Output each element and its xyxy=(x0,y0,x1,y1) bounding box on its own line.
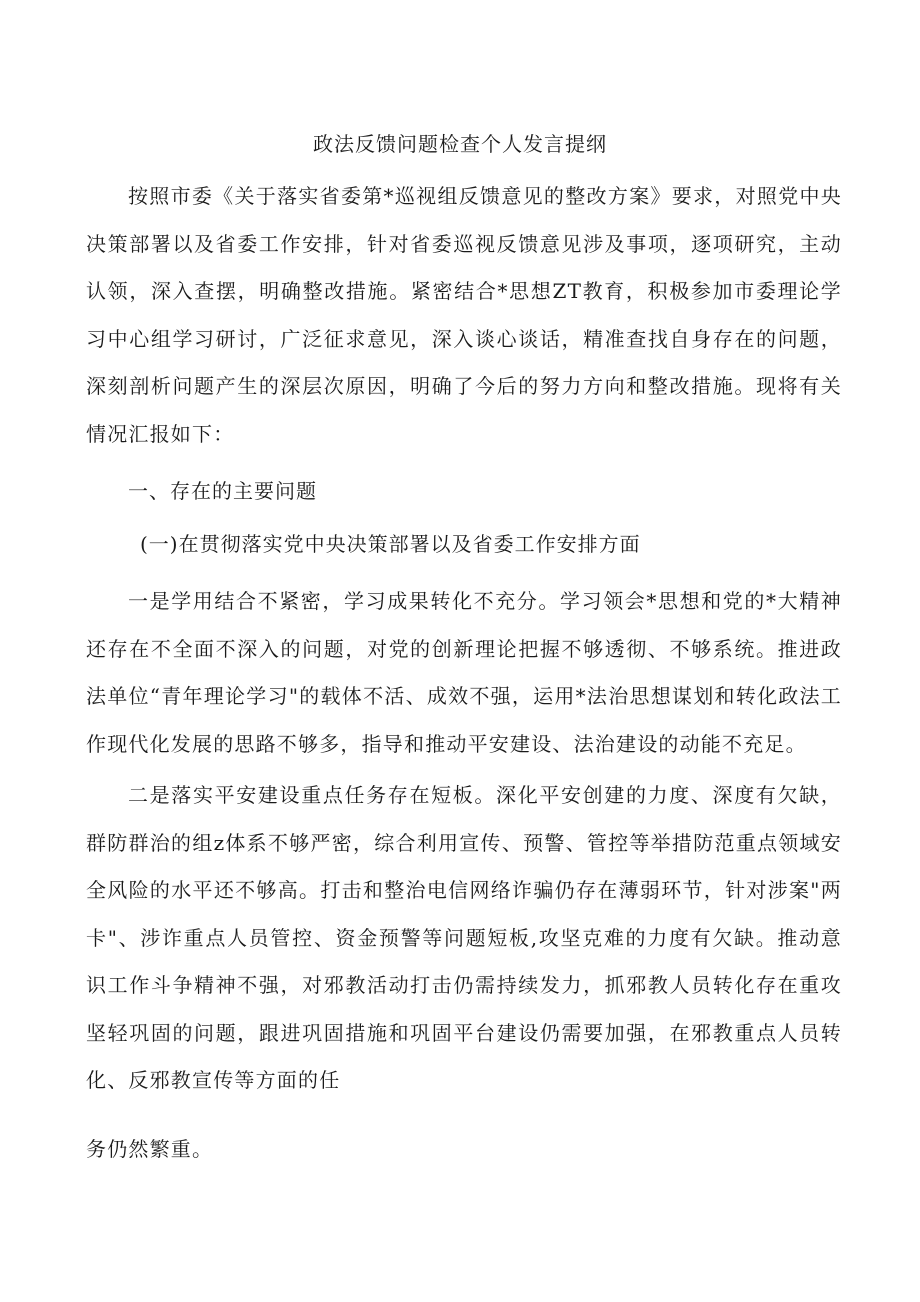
subsection-heading: (一)在贯彻落实党中央决策部署以及省委工作安排方面 xyxy=(140,532,641,556)
document-title: 政法反馈问题检查个人发言提纲 xyxy=(313,132,607,156)
point-two-paragraph: 二是落实平安建设重点任务存在短板。深化平安创建的力度、深度有欠缺，群防群治的组z体系不够严密，综合利用宣传、预警、管控等举措防范重点领域安全风险的水平还不够高。打击和整治电信网络诈骗仍存在薄弱环节，针对涉案"两卡"、涉诈重点人员管控、资金预警等问题短板,攻坚克难的力度有欠缺。推动意识工作斗争精神不强，对邪教活动打击仍需持续发力，抓邪教人员转化存在重攻坚轻巩固的问题，跟进巩固措施和巩固平台建设仍需要加强，在邪教重点人员转化、反邪教宣传等方面的任 xyxy=(86,783,842,1092)
point-one-paragraph: 一是学用结合不紧密，学习成果转化不充分。学习领会*思想和党的*大精神还存在不全面不深入的问题，对党的创新理论把握不够透彻、不够系统。推进政法单位“青年理论学习"的载体不活、成效不强，运用*法治思想谋划和转化政法工作现代化发展的思路不够多，指导和推动平安建设、法治建设的动能不充足。 xyxy=(86,589,842,756)
point-two-tail: 务仍然繁重。 xyxy=(86,1137,214,1161)
section-heading: 一、存在的主要问题 xyxy=(128,479,317,503)
intro-paragraph: 按照市委《关于落实省委第*巡视组反馈意见的整改方案》要求，对照党中央决策部署以及省委工作安排，针对省委巡视反馈意见涉及事项，逐项研究，主动认领，深入查摆，明确整改措施。紧密结合*思想ZT教育，积极参加市委理论学习中心组学习研讨，广泛征求意见，深入谈心谈话，精准查找自身存在的问题，深刻剖析问题产生的深层次原因，明确了今后的努力方向和整改措施。现将有关情况汇报如下： xyxy=(86,184,842,446)
